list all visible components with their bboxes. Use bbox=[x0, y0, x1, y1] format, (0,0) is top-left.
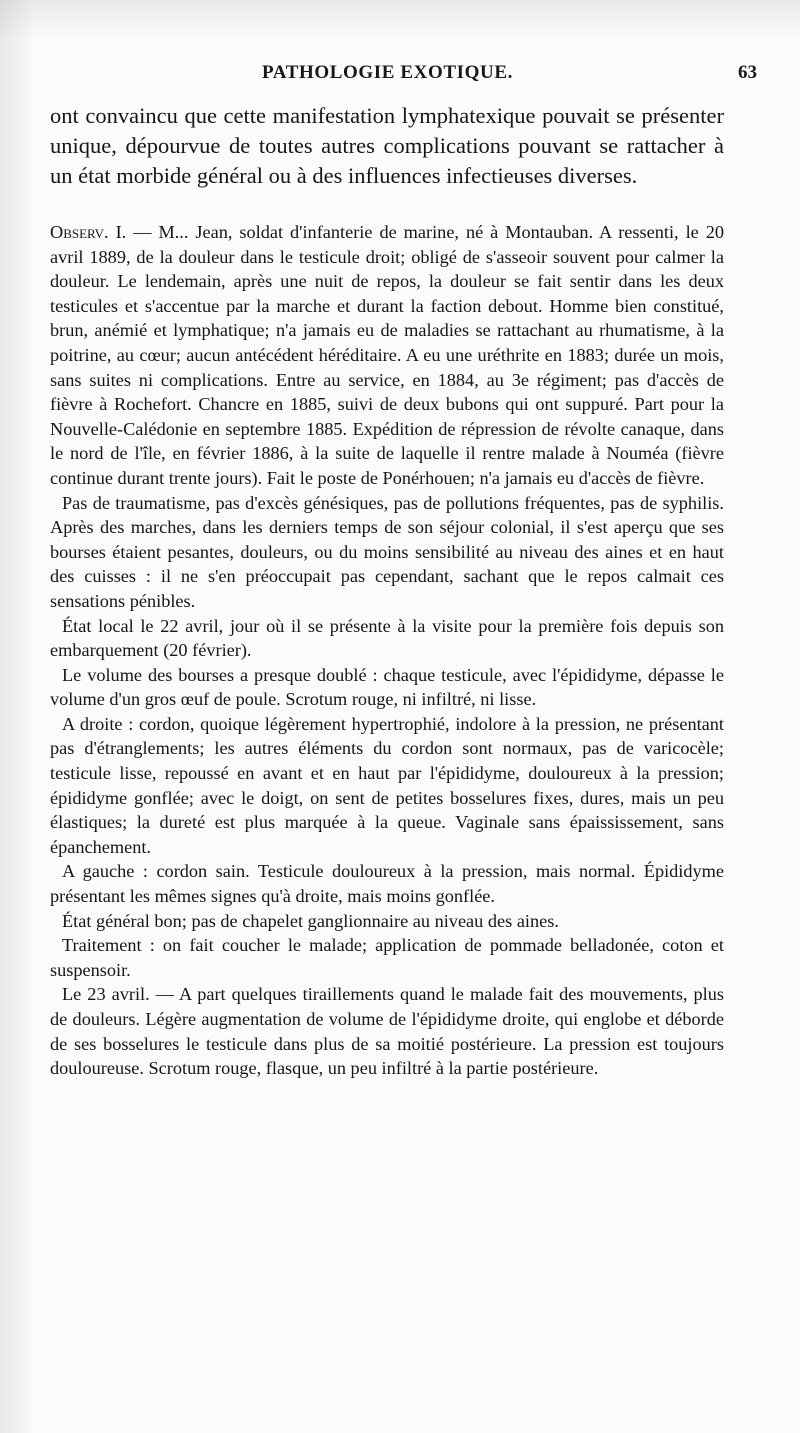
page-body bbox=[50, 101, 724, 1081]
observation-first-paragraph-text: — M... Jean, soldat d'infanterie de marine, né à Montauban. A ressenti, le 20 avril 1889, de la douleur dans le testicule droit; obligé de s'asseoir souvent pour calmer la douleur. Le lendemain, après une nuit de repos, la douleur se fait sentir dans les deux testicules et s'accentue par la marche et durant la faction debout. Homme bien constitué, brun, anémié et lymphatique; n'a jamais eu de maladies se rattachant au rhumatisme, à la poitrine, au cœur; aucun antécédent héréditaire. A eu une uréthrite en 1883; durée un mois, sans suites ni complications. Entre au service, en 1884, au 3e régiment; pas d'accès de fièvre à Rochefort. Chancre en 1885, suivi de deux bubons qui ont suppuré. Part pour la Nouvelle-Calédonie en septembre 1885. Expédition de répression de révolte canaque, dans le nord de l'île, en février 1886, à la suite de laquelle il rentre malade à Nouméa (fièvre continue durant trente jours). Fait le poste de Ponérhouen; n'a jamais eu d'accès de fièvre. bbox=[50, 222, 725, 488]
intro-paragraph: ont convaincu que cette manifestation lymphatexique pouvait se présenter unique, dépourvue de toutes autres complications pouvant se rattacher à un état morbide général ou à des influences infectieuses diverses. bbox=[50, 103, 724, 188]
observation-label: Observ. I. bbox=[50, 222, 127, 242]
observation-paragraph: A gauche : cordon sain. Testicule douloureux à la pression, mais normal. Épididyme présentant les mêmes signes qu'à droite, mais moins gonflée. bbox=[50, 861, 724, 907]
page-header bbox=[0, 62, 800, 86]
observation-paragraph: Pas de traumatisme, pas d'excès génésiques, pas de pollutions fréquentes, pas de syphilis. Après des marches, dans les derniers temps de son séjour colonial, il s'est aperçu que ses bourses étaient pesantes, douleurs, ou du moins sensibilité au niveau des aines et en haut des cuisses : il ne s'en préoccupait pas cependant, sachant que le repos calmait ces sensations pénibles. bbox=[50, 492, 724, 611]
observation-paragraph: État général bon; pas de chapelet ganglionnaire au niveau des aines. bbox=[62, 910, 559, 931]
observation-first-paragraph bbox=[50, 220, 724, 491]
observation-section bbox=[50, 220, 724, 1081]
observation-paragraph: A droite : cordon, quoique légèrement hypertrophié, indolore à la pression, ne présentant pas d'étranglements; les autres éléments du cordon sont normaux, pas de varicocèle; testicule lisse, repoussé en avant et en haut par l'épididyme, douloureux à la pression; épididyme gonflée; avec le doigt, on sent de petites bosselures fixes, dures, mais un peu élastiques; la dureté est plus marquée à la queue. Vaginale sans épaississement, sans épanchement. bbox=[50, 713, 724, 857]
intro-section bbox=[50, 101, 724, 191]
scan-top-shadow bbox=[0, 0, 800, 40]
scan-gutter-shadow bbox=[0, 0, 36, 1433]
observation-paragraph: Le volume des bourses a presque doublé : chaque testicule, avec l'épididyme, dépasse le volume d'un gros œuf de poule. Scrotum rouge, ni infiltré, ni lisse. bbox=[50, 664, 724, 710]
page-number: 63 bbox=[738, 62, 757, 83]
observation-paragraph: Traitement : on fait coucher le malade; application de pommade belladonée, coton et suspensoir. bbox=[50, 935, 724, 980]
running-title: PATHOLOGIE EXOTIQUE. bbox=[262, 62, 513, 83]
observation-paragraph: Le 23 avril. — A part quelques tiraillements quand le malade fait des mouvements, plus de douleurs. Légère augmentation de volume de l'épididyme droite, qui englobe et déborde de ses bosselures le testicule dans plus de sa moitié postérieure. La pression est toujours douloureuse. Scrotum rouge, flasque, un peu infiltré à la partie postérieure. bbox=[50, 984, 724, 1079]
observation-paragraph: État local le 22 avril, jour où il se présente à la visite pour la première fois depuis son embarquement (20 février). bbox=[50, 615, 724, 661]
